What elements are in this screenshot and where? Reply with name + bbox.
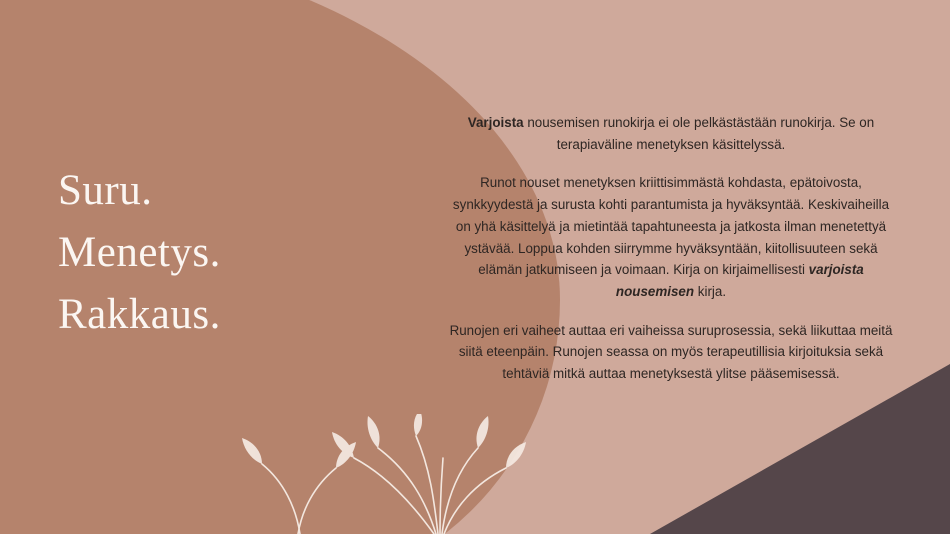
title-line-3: Rakkaus. [58,290,221,338]
dark-corner-shape [650,364,950,534]
paragraph-2-text-after: kirja. [694,283,727,299]
paragraph-2-text-before: Runot nouset menetyksen kriittisimmästä kohdasta, epätoivosta, synkkyydestä ja surusta kohti parantumista ja hyväksyntää. Keskivaiheilla on yhä käsittelyä ja mietintää tapahtuneesta ja jatkosta ilman menetettyä ystävää. Loppua kohden siirrymme hyväksyntään, kiitollisuuteen sekä elämän jatkumiseen ja voimaan. Kirja on kirjaimellisesti [452,175,890,278]
body-text [447,112,895,385]
paragraph-1 [447,112,895,155]
paragraph-3: Runojen eri vaiheet auttaa eri vaiheissa suruprosessia, sekä liikuttaa meitä siitä eteenpäin. Runojen seassa on myös terapeutillisia kirjoituksia sekä tehtäviä mitkä auttaa menetyksestä ylitse pääsemisessä. [449,322,893,382]
paragraph-1-lead: Varjoista [467,115,524,130]
title-line-1: Suru. [58,167,153,214]
paragraph-2-emphasis: varjoista nousemisen [615,262,864,299]
page-title [58,160,221,346]
title-line-2: Menetys. [58,228,221,276]
paragraph-2 [447,172,895,302]
paragraph-1-text: nousemisen runokirja ei ole pelkästästään runokirja. Se on terapiaväline menetyksen käsittelyssä. [523,115,875,152]
decorative-leaves-illustration [238,414,538,534]
